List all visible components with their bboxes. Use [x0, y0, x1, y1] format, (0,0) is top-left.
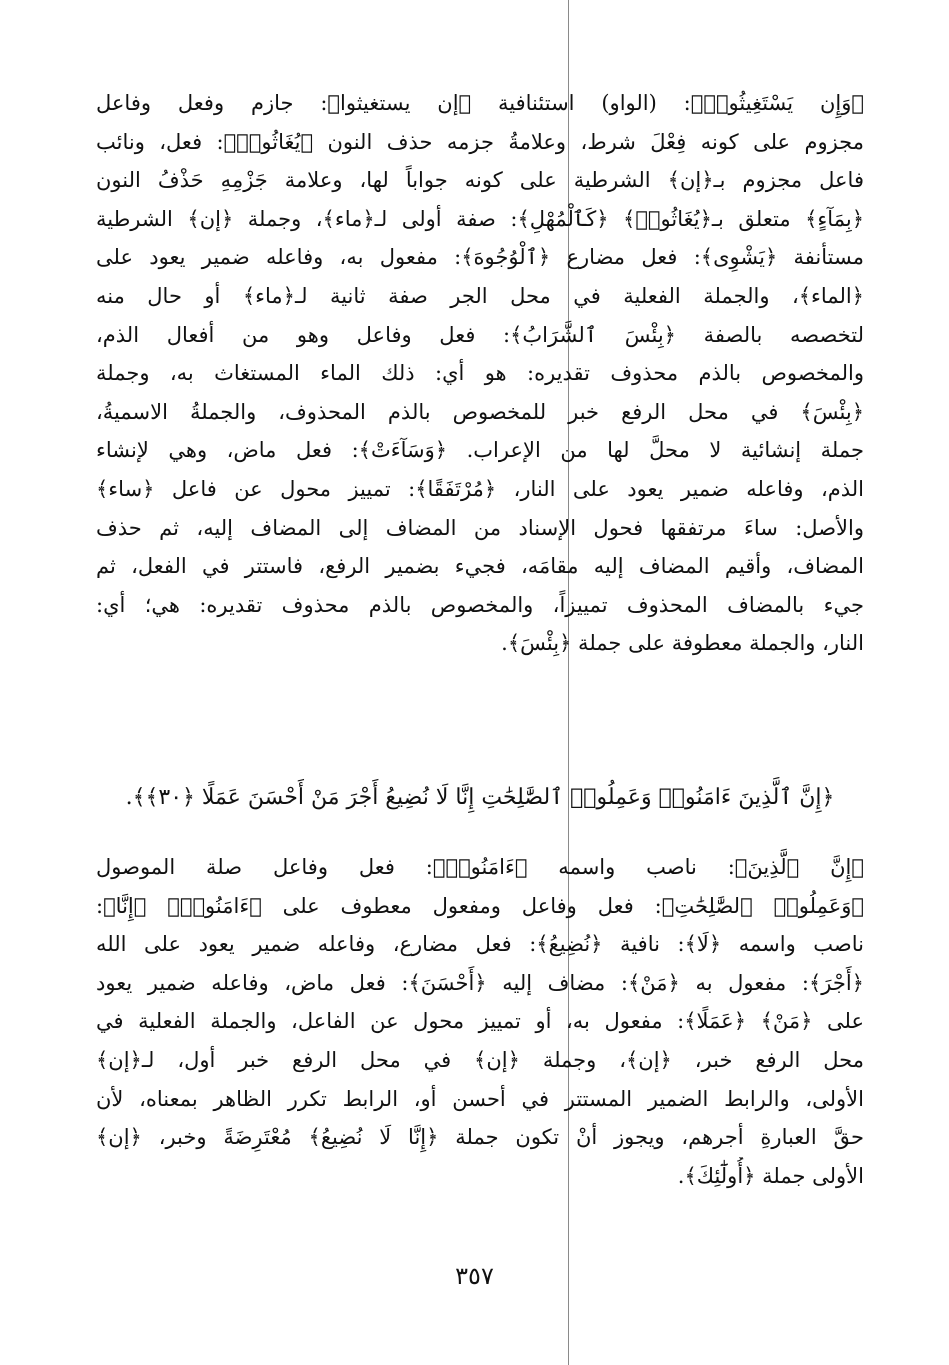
text-line: الأولى جملة ﴿أُولَٰٓئِكَ﴾. [677, 1163, 864, 1188]
paragraph-one [96, 84, 864, 663]
text-line: ﴿إِنَّ ٱلَّذِينَ﴾: ناصب واسمه ﴿ءَامَنُوا۟﴾: فعل وفاعل صلة الموصول [96, 855, 864, 879]
text-line: لتخصصه بالصفة ﴿بِئْسَ ٱلشَّرَابُ﴾: فعل وفاعل وهو من أفعال الذم، [96, 322, 864, 347]
text-line: ﴿وَعَمِلُوا۟ ٱلصَّٰلِحَٰتِ﴾: فعل وفاعل ومفعول معطوف على ﴿ءَامَنُوا۟﴾ ﴿إِنَّا﴾: [96, 893, 864, 918]
text-line: ﴿أَجْرَ﴾: مفعول به ﴿مَنْ﴾: مضاف إليه ﴿أَحْسَنَ﴾: فعل ماض، وفاعله ضمير يعود [96, 970, 864, 995]
text-line: حقَّ العبارةِ أجرهم، ويجوز أنْ تكون جملة ﴿إِنَّا لَا نُضِيعُ﴾ مُعْتَرِضَةً وخبر، ﴿إن﴾ [96, 1125, 864, 1150]
text-line: ﴿وَإِن يَسْتَغِيثُوا۟﴾: (الواو) استئنافية ﴿إن يستغيثوا﴾: جازم وفعل وفاعل [96, 91, 864, 115]
text-line: الذم، وفاعله ضمير يعود على النار، ﴿مُرْتَفَقًا﴾: تمييز محول عن فاعل ﴿ساء﴾ [96, 476, 864, 501]
paragraph-two [96, 848, 864, 1195]
text-line: جيء بالمضاف المحذوف تمييزاً، والمخصوص بالذم محذوف تقديره: هي؛ أي: [96, 592, 864, 617]
text-line: على ﴿مَنْ﴾ ﴿عَمَلًا﴾: مفعول به، أو تمييز محول عن الفاعل، والجملة الفعلية في [96, 1009, 864, 1034]
text-line: مجزوم على كونه فِعْلَ شرط، وعلامةُ جزمه حذف النون ﴿يُغَاثُوا۟﴾: فعل، ونائب [96, 129, 864, 154]
text-line: فاعل مجزوم بـ﴿إن﴾ الشرطية على كونه جواباً لها، وعلامة جَزْمِهِ حَذْفُ النون [96, 168, 864, 193]
text-line: جملة إنشائية لا محلَّ لها من الإعراب. ﴿وَسَآءَتْ﴾: فعل ماض، وهي لإنشاء [96, 438, 864, 463]
text-line: محل الرفع خبر، ﴿إن﴾، وجملة ﴿إن﴾ في محل الرفع خبر أول، لـ﴿إن﴾ [96, 1047, 864, 1072]
text-line: والأصل: ساءَ مرتفقها فحول الإسناد من المضاف إلى المضاف إليه، ثم حذف [96, 515, 864, 540]
text-line: الأولى، والرابط الضمير المستتر في أحسن أو، الرابط تكرر الظاهر بمعناه، لأن [96, 1086, 864, 1111]
text-line: ﴿بِمَآءٍ﴾ متعلق بـ﴿يُغَاثُوا۟﴾ ﴿كَٱلْمُهْلِ﴾: صفة أولى لـ﴿ماء﴾، وجملة ﴿إن﴾ الشرطية [96, 206, 864, 231]
text-line: والمخصوص بالذم محذوف تقديره: هو أي: ذلك الماء المستغاث به، وجملة [96, 361, 864, 386]
text-line: ناصب واسمه ﴿لَا﴾: نافية ﴿نُضِيعُ﴾: فعل مضارع، وفاعله ضمير يعود على الله [96, 932, 864, 957]
text-line: مستأنفة ﴿يَشْوِى﴾: فعل مضارع ﴿ٱلْوُجُوهَ﴾: مفعول به، وفاعله ضمير يعود على [96, 245, 864, 270]
text-line: ﴿بِئْسَ﴾ في محل الرفع خبر للمخصوص بالذم المحذوف، والجملةُ الاسميةُ، [96, 399, 864, 424]
text-line: المضاف، وأقيم المضاف إليه مقامَه، فجيء بضمير الرفع، فاستتر في الفعل، ثم [96, 554, 864, 579]
text-line: النار، والجملة معطوفة على جملة ﴿بِئْسَ﴾. [501, 631, 864, 656]
quran-verse: ﴿إِنَّ ٱلَّذِينَ ءَامَنُوا۟ وَعَمِلُوا۟ ٱلصَّٰلِحَٰتِ إِنَّا لَا نُضِيعُ أَجْرَ مَنْ أَحْسَنَ عَمَلًا ﴿٣٠﴾﴾. [125, 785, 835, 810]
page-number: ٣٥٧ [455, 1262, 494, 1290]
text-line: ﴿الماء﴾، والجملة الفعلية في محل الجر صفة ثانية لـ﴿ماء﴾ أو حال منه [96, 283, 864, 308]
